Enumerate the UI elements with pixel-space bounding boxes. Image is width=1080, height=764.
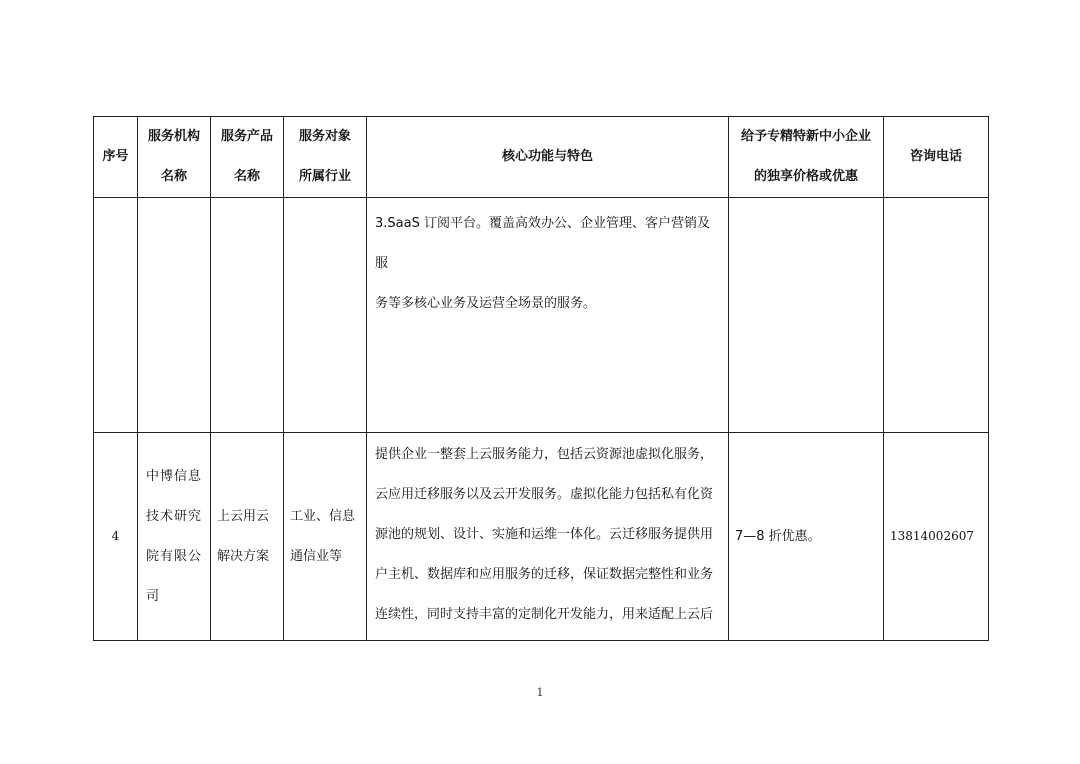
header-core: 核心功能与特色: [367, 117, 729, 198]
row4-org-line-2: 技术研究: [146, 508, 203, 524]
header-product-line-1: 服务产品: [220, 129, 273, 144]
cont-core-cell: [367, 198, 729, 433]
row4-core-cell: [367, 433, 729, 641]
cont-product-cell: [211, 198, 284, 433]
row4-price-cell: [729, 433, 884, 641]
cont-phone-cell: [884, 198, 989, 433]
service-table: [93, 116, 989, 641]
row4-product-cell: [211, 433, 284, 641]
row4-target-line-1: 工业、信息: [290, 508, 356, 524]
row4-product-line-2: 解决方案: [217, 548, 270, 564]
table-row-continued: [94, 198, 989, 433]
row4-core-line-2: 云应用迁移服务以及云开发服务。虚拟化能力包括私有化资: [375, 487, 714, 502]
header-org-line-1: 服务机构: [147, 129, 200, 144]
row4-org-line-3: 院有限公: [146, 548, 203, 564]
header-target: [284, 117, 367, 198]
cont-core-line-2: 务等多核心业务及运营全场景的服务。: [375, 296, 597, 311]
cont-price-cell: [729, 198, 884, 433]
header-target-line-1: 服务对象: [298, 129, 351, 144]
header-target-line-2: 所属行业: [298, 169, 351, 184]
cont-target-cell: [284, 198, 367, 433]
table-row-4: [94, 433, 989, 641]
header-price-line-1: 给予专精特新中小企业: [740, 129, 871, 144]
cont-seq-cell: [94, 198, 138, 433]
cont-org-cell: [138, 198, 211, 433]
row4-phone: 13814002607: [890, 529, 974, 543]
row4-phone-cell: [884, 433, 989, 641]
row4-core-line-3: 源池的规划、设计、实施和运维一体化。云迁移服务提供用: [375, 527, 714, 542]
header-product-line-2: 名称: [233, 169, 260, 184]
row4-target-line-2: 通信业等: [290, 548, 343, 564]
header-phone: 咨询电话: [884, 117, 989, 198]
cont-core-line-1: 3.SaaS 订阅平台。覆盖高效办公、企业管理、客户营销及服: [375, 216, 710, 271]
row4-core-line-1: 提供企业一整套上云服务能力，包括云资源池虚拟化服务，: [375, 447, 714, 462]
row4-target-cell: [284, 433, 367, 641]
header-price-line-2: 的独享价格或优惠: [753, 169, 858, 184]
row4-org-line-1: 中博信息: [146, 468, 203, 484]
header-org-line-2: 名称: [160, 169, 187, 184]
row4-org-cell: [138, 433, 211, 641]
header-row: [94, 117, 989, 198]
row4-core-line-5: 连续性，同时支持丰富的定制化开发能力，用来适配上云后: [375, 607, 714, 622]
row4-product-line-1: 上云用云: [217, 508, 270, 524]
row4-seq: 4: [111, 529, 120, 543]
row4-core-line-4: 户主机、数据库和应用服务的迁移，保证数据完整性和业务: [375, 567, 714, 582]
header-product: [211, 117, 284, 198]
header-seq: 序号: [94, 117, 138, 198]
page-number: 1: [536, 686, 544, 699]
header-org: [138, 117, 211, 198]
row4-seq-cell: [94, 433, 138, 641]
header-price: [729, 117, 884, 198]
row4-price: 7—8 折优惠。: [735, 528, 821, 544]
row4-org-line-4: 司: [146, 588, 161, 604]
